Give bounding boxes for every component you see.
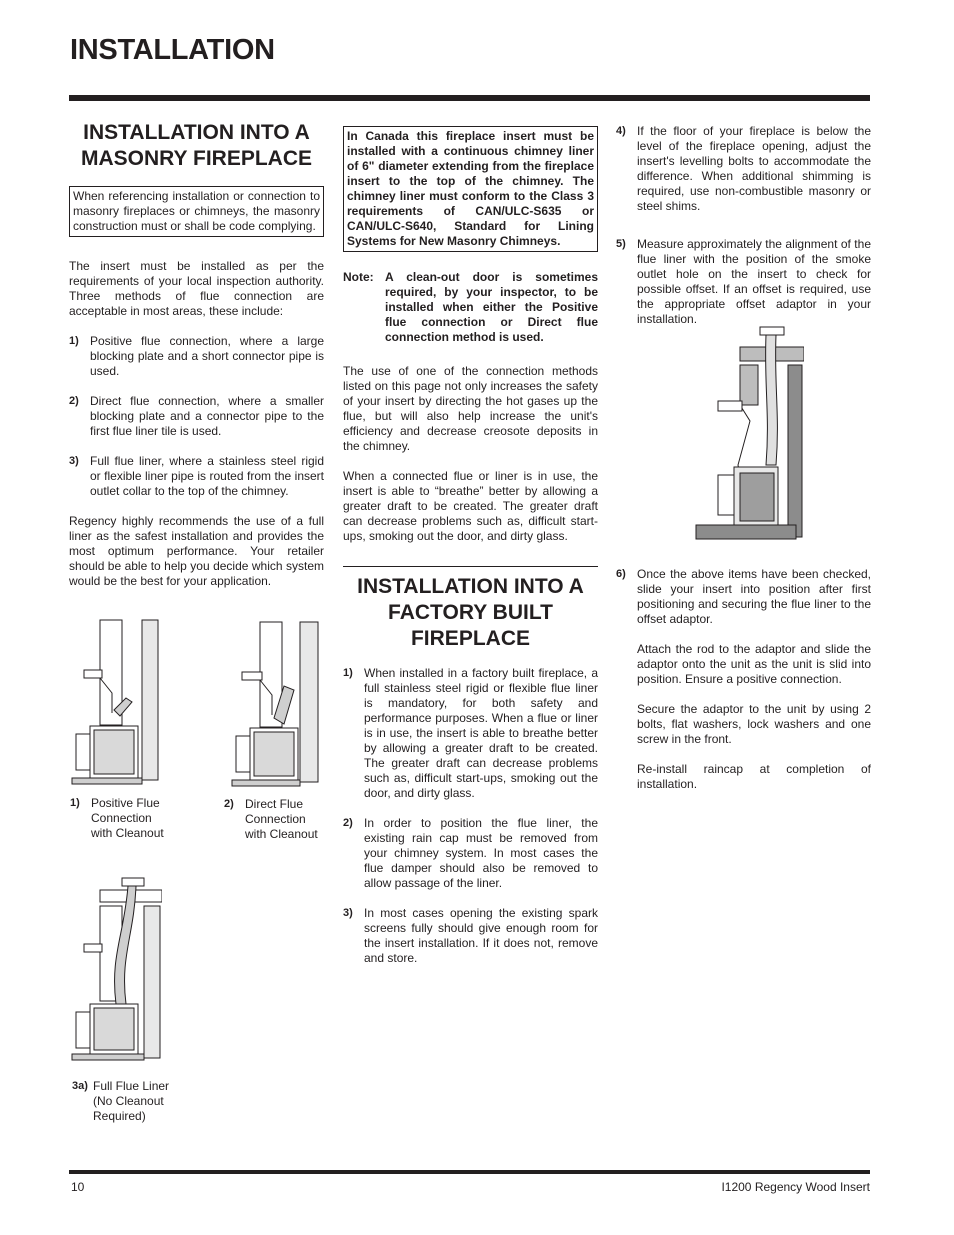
factory-heading xyxy=(343,574,598,652)
method-text: Direct flue connection, where a smaller blocking plate and a connector pipe to the first flue liner tile is used. xyxy=(90,394,324,438)
method-item xyxy=(69,454,324,499)
step6-block xyxy=(616,567,871,792)
figure-caption-line: Connection xyxy=(245,812,306,826)
figure-caption xyxy=(72,1079,222,1124)
factory-heading-line1: INSTALLATION INTO A xyxy=(357,575,584,598)
masonry-heading xyxy=(69,120,324,172)
figure-caption-line: with Cleanout xyxy=(91,826,164,840)
figure-caption-line: Positive Flue xyxy=(91,796,160,810)
step-number: 2) xyxy=(343,817,353,829)
step6-paragraph: Re-install raincap at completion of installation. xyxy=(637,762,871,791)
figure-caption-line: (No Cleanout xyxy=(93,1094,164,1108)
step-text: When installed in a factory built fireplace, a full stainless steel rigid or flexible flue liner is mandatory, for both safety and performance purposes. When a flue or liner is in use, the insert is able to breathe better by allowing a greater draft to be created. The greater draft can decrease problems such as, difficult start-ups, smoking out the door, and dirty glass. xyxy=(364,666,598,800)
diagram-full-flue-liner xyxy=(70,876,162,1062)
middle-column xyxy=(343,126,598,966)
factory-step xyxy=(343,666,598,801)
diagram-positive-flue xyxy=(70,618,160,786)
middle-paragraph: The use of one of the connection methods listed on this page not only increases the safety of your insert by directing the hot gases up the flue, but will also help increase the unit's efficiency and decrease creosote deposits in the chimney. xyxy=(343,364,598,453)
figure-caption-line: Connection xyxy=(91,811,152,825)
right-column xyxy=(616,124,871,327)
step-number: 5) xyxy=(616,238,626,250)
step6-paragraph: Once the above items have been checked, slide your insert into position after first positioning and securing the flue liner to the offset adaptor. xyxy=(637,567,871,626)
figure-caption-text xyxy=(93,1079,169,1124)
step-text: In order to position the flue liner, the existing rain cap must be removed from your chimney system. In most cases the flue damper should also be removed to allow passage of the liner. xyxy=(364,816,598,890)
masonry-heading-line2: MASONRY FIREPLACE xyxy=(80,147,313,170)
footer-rule xyxy=(69,1170,870,1174)
step6-content xyxy=(637,567,871,792)
figure-caption-line: with Cleanout xyxy=(245,827,318,841)
step-text: In most cases opening the existing spark screens fully should give enough room for the insert installation. If it does not, remove and store. xyxy=(364,906,598,965)
masonry-heading-line1: INSTALLATION INTO A xyxy=(83,121,310,144)
method-item xyxy=(69,334,324,379)
note-label: Note: xyxy=(343,270,374,284)
install-step xyxy=(616,124,871,214)
diagram-direct-flue xyxy=(228,620,320,788)
figure-caption xyxy=(70,796,220,841)
figure-caption-line: Full Flue Liner xyxy=(93,1079,170,1093)
figure-caption-text xyxy=(91,796,164,841)
figure-caption-line: Direct Flue xyxy=(245,797,304,811)
note-text: A clean-out door is sometimes required, by your inspector, to be installed when either the Positive flue connection or Direct flue connection method is used. xyxy=(385,270,598,344)
document-title: I1200 Regency Wood Insert xyxy=(721,1180,870,1194)
header-rule xyxy=(69,95,870,101)
method-item xyxy=(69,394,324,439)
figure-caption xyxy=(224,797,334,842)
figure-number: 2) xyxy=(224,798,234,810)
factory-heading-line2: FACTORY BUILT xyxy=(388,601,553,624)
step-text: If the floor of your fireplace is below the level of the fireplace opening, adjust the insert's levelling bolts to accommodate the difference. When additional shimming is required, use non-combustible masonry or steel shims. xyxy=(637,124,871,213)
cleanout-note xyxy=(343,270,598,345)
factory-step xyxy=(343,906,598,966)
middle-paragraph: When a connected flue or liner is in use, the insert is able to “breathe” better by allowing a greater draft to be created. The greater draft can decrease problems such as, difficult start-ups, smoking out the door, and dirty glass. xyxy=(343,469,598,543)
method-number: 2) xyxy=(69,395,79,407)
masonry-recommend: Regency highly recommends the use of a full liner as the safest installation and provides the most optimum performance. Your retailer should be able to help you decide which system would be the best for your application. xyxy=(69,514,324,588)
method-text: Positive flue connection, where a large blocking plate and a short connector pipe is used. xyxy=(90,334,324,378)
factory-heading-line3: FIREPLACE xyxy=(410,627,530,650)
canada-requirement-box: In Canada this fireplace insert must be installed with a continuous chimney liner of 6" diameter extending from the fireplace insert to the top of the chimney. The chimney liner must conform to the Class 3 requirements of CAN/ULC-S635 or CAN/ULC-S640, Standard for Lining Systems for New Masonry Chimneys. xyxy=(343,126,598,252)
step6-paragraph: Secure the adaptor to the unit by using 2 bolts, flat washers, lock washers and one screw in the front. xyxy=(637,702,871,746)
masonry-intro: The insert must be installed as per the requirements of your local inspection authority. Three methods of flue connection are acceptable in most areas, these include: xyxy=(69,259,324,318)
step-number: 6) xyxy=(616,568,626,580)
install-step xyxy=(616,567,871,792)
method-number: 1) xyxy=(69,335,79,347)
page-number: 10 xyxy=(71,1180,85,1194)
diagram-offset-adaptor xyxy=(694,325,804,541)
method-text: Full flue liner, where a stainless steel rigid or flexible liner pipe is routed from the insert outlet collar to the top of the chimney. xyxy=(90,454,324,498)
figure-caption-text xyxy=(245,797,318,842)
step-number: 4) xyxy=(616,125,626,137)
page-title: INSTALLATION xyxy=(70,34,275,66)
step-text: Measure approximately the alignment of the flue liner with the position of the smoke outlet hole on the insert to check for possible offset. If an offset is required, use the appropriate offset adaptor in your installation. xyxy=(637,237,871,326)
figure-number: 3a) xyxy=(72,1080,88,1092)
factory-step xyxy=(343,816,598,891)
figure-number: 1) xyxy=(70,797,80,809)
figure-caption-line: Required) xyxy=(93,1109,146,1123)
method-number: 3) xyxy=(69,455,79,467)
step-number: 1) xyxy=(343,667,353,679)
install-step xyxy=(616,237,871,327)
masonry-column xyxy=(69,120,324,589)
step-number: 3) xyxy=(343,907,353,919)
step6-paragraph: Attach the rod to the adaptor and slide the adaptor onto the unit as the unit is slid into position. Ensure a positive connection. xyxy=(637,642,871,686)
masonry-code-box: When referencing installation or connection to masonry fireplaces or chimneys, the masonry construction must or shall be code complying. xyxy=(69,186,324,237)
